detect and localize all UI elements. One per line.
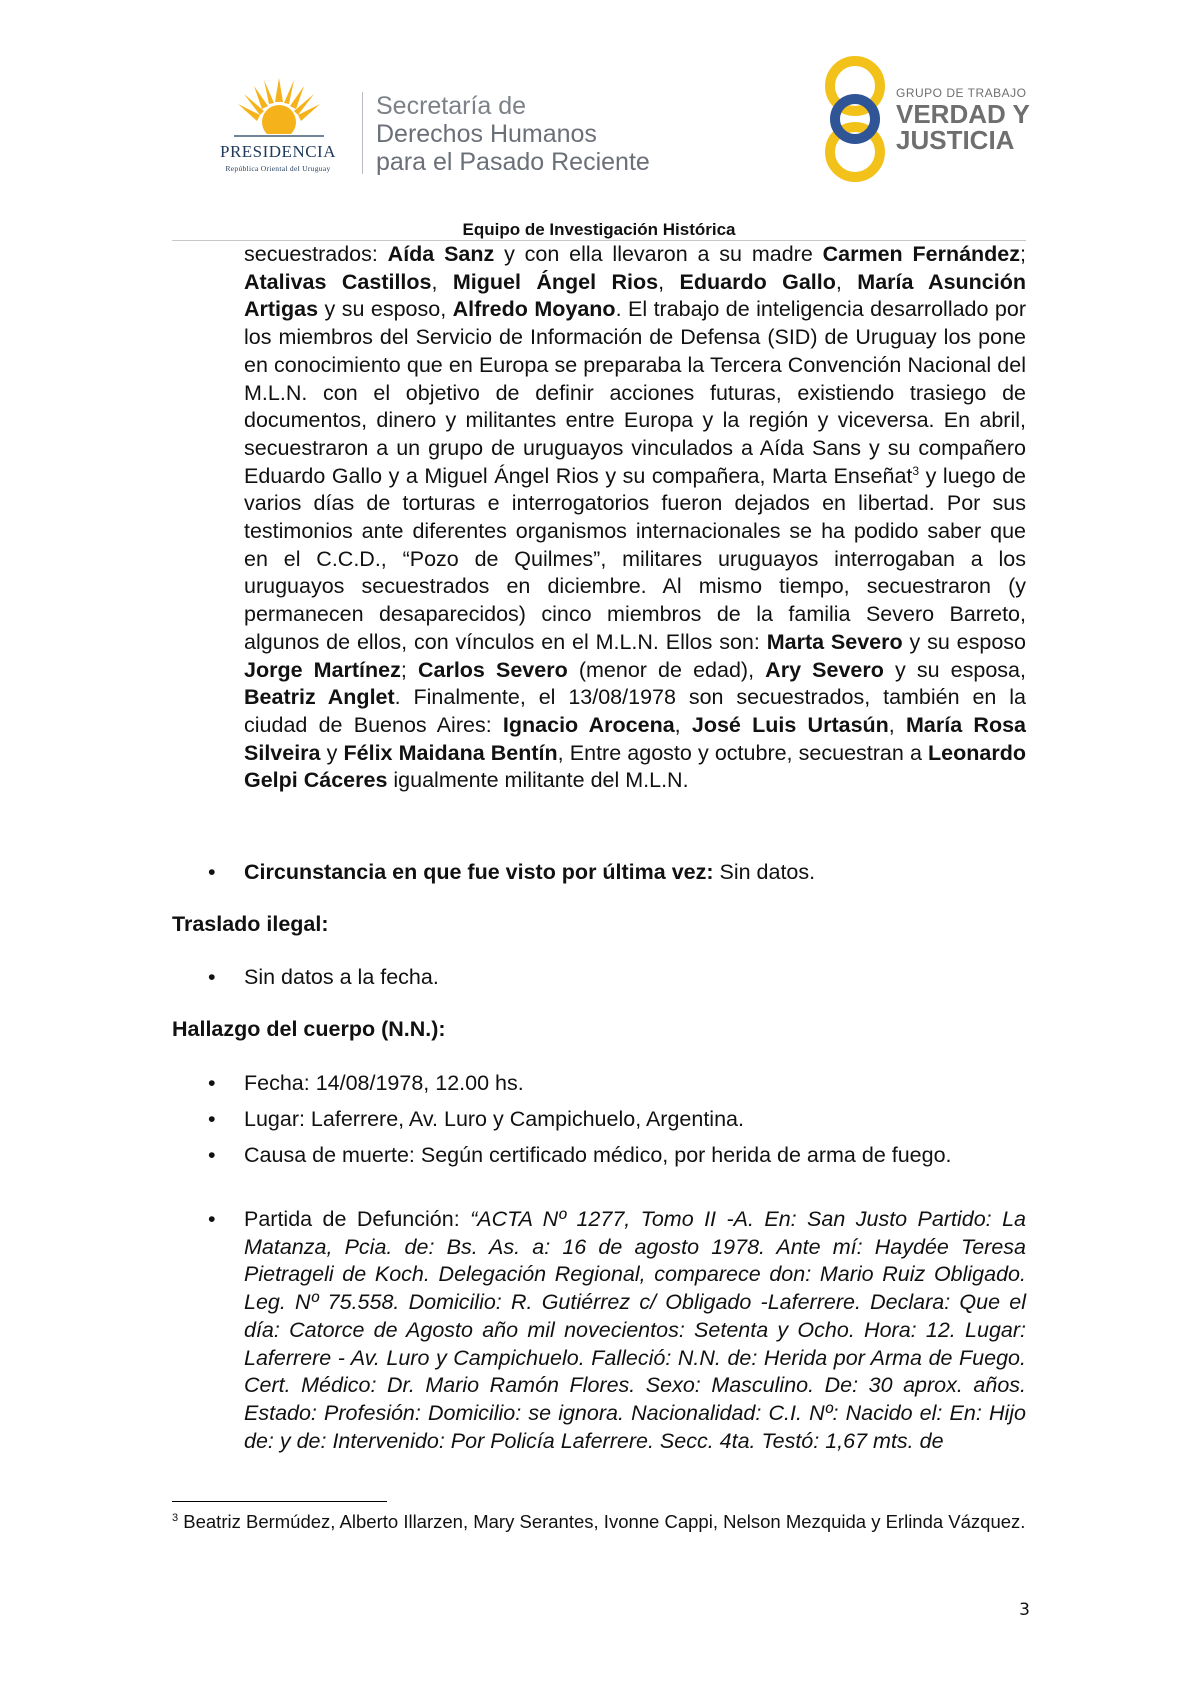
name-bold: Atalivas Castillos xyxy=(244,269,432,294)
name-bold: José Luis Urtasún xyxy=(691,712,889,737)
text-run: , xyxy=(431,269,453,294)
text-run: (menor de edad), xyxy=(567,657,766,682)
text-run: y luego de varios días de torturas e interrogatorios fueron dejados en libertad. Por sus testimonios ante diferentes organismos internacionales se ha podido saber que en el C.C.D., “Pozo de Quilmes”, militares uruguayos interrogaban a los uruguayos secuestrados en diciembre. Al mismo tiempo, secuestraron (y permanecen desaparecidos) cinco miembros de la familia Severo Barreto, algunos de ellos, con vínculos en el M.L.N. Ellos son: xyxy=(244,463,1026,654)
item-label: Partida de Defunción: xyxy=(244,1207,471,1231)
text-run: , xyxy=(658,269,680,294)
footnote-mark: 3 xyxy=(172,1511,179,1524)
name-bold: María Asunción Artigas xyxy=(244,269,1027,322)
name-bold: Leonardo Gelpi Cáceres xyxy=(244,740,1026,793)
footnote xyxy=(172,1510,1026,1534)
name-bold: Eduardo Gallo xyxy=(679,269,836,294)
name-bold: Ignacio Arocena xyxy=(502,712,675,737)
bullet-icon: • xyxy=(208,1071,216,1095)
text-run: y su esposa, xyxy=(883,657,1026,682)
acta-text: “ACTA Nº 1277, Tomo II -A. En: San Justo Partido: La Matanza, Pcia. de: Bs. As. a: 16 de agosto 1978. Ante mí: Haydée Teresa Pietrageli de Koch. Delegación Regional, comparece don: Mario Ruiz Obligado. Leg. Nº 75.558. Domicilio: R. Gutiérrez c/ Obligado -Laferrere. Declara: Que el día: Catorce de Agosto año mil novecientos: Setenta y Ocho. Hora: 12. Lugar: Laferrere - Av. Luro y Campichuelo. Falleció: N.N. de: Herida por Arma de Fuego. Cert. Médico: Dr. Mario Ramón Flores. Sexo: Masculino. De: 30 aprox. años. Estado: Profesión: Domicilio: se ignora. Nacionalidad: C.I. Nº: Nacido el: En: Hijo de: y de: Intervenido: Por Policía Laferrere. Secc. 4ta. Testó: 1,67 mts. de xyxy=(244,1207,1026,1453)
team-title: Equipo de Investigación Histórica xyxy=(462,220,736,239)
name-bold: Ary Severo xyxy=(765,657,884,682)
text-run: y su esposo xyxy=(902,629,1026,654)
secretaria-logo-text xyxy=(376,92,650,176)
presidencia-subtitle: República Oriental del Uruguay xyxy=(225,164,331,173)
sun-icon xyxy=(234,78,324,140)
text-run: . Finalmente, el 13/08/1978 son secuestrados, también en la ciudad de Buenos Aires: xyxy=(244,685,1026,737)
name-bold: Alfredo Moyano xyxy=(452,297,616,322)
footnote-ref[interactable]: 3 xyxy=(912,463,920,478)
bullet-icon: • xyxy=(208,1107,216,1131)
item-value: Sin datos. xyxy=(713,860,816,884)
paragraph-secuestros xyxy=(244,241,1026,795)
text-run: , xyxy=(888,712,907,737)
presidencia-logo xyxy=(198,78,358,178)
vj-line-3: JUSTICIA xyxy=(896,125,1015,155)
list-item-lugar: Lugar: Laferrere, Av. Luro y Campichuelo, Argentina. xyxy=(244,1107,744,1131)
secretaria-line-3: para el Pasado Reciente xyxy=(376,148,650,176)
page-number: 3 xyxy=(1019,1600,1030,1620)
text-run: y su esposo, xyxy=(318,297,453,322)
presidencia-name: PRESIDENCIA xyxy=(219,142,336,161)
bullet-icon: • xyxy=(208,860,216,884)
list-item-partida xyxy=(244,1206,1026,1455)
name-bold: Félix Maidana Bentín xyxy=(343,740,558,765)
name-bold: María Rosa Silveira xyxy=(244,712,1026,765)
text-run: igualmente militante del M.L.N. xyxy=(387,768,689,793)
text-run: y xyxy=(320,740,344,765)
text-run: , xyxy=(674,712,692,737)
list-item-traslado: Sin datos a la fecha. xyxy=(244,965,439,989)
name-bold: Aída Sanz xyxy=(387,242,495,266)
section-heading-hallazgo: Hallazgo del cuerpo (N.N.): xyxy=(172,1017,446,1041)
section-heading-traslado: Traslado ilegal: xyxy=(172,912,329,936)
name-bold: Miguel Ángel Rios xyxy=(452,269,659,294)
footnote-text: Beatriz Bermúdez, Alberto Illarzen, Mary Serantes, Ivonne Cappi, Nelson Mezquida y Erlinda Vázquez. xyxy=(178,1511,1026,1532)
vj-line-1: GRUPO DE TRABAJO xyxy=(896,86,1027,100)
page-header xyxy=(0,0,1190,239)
name-bold: Carmen Fernández xyxy=(822,242,1021,266)
logo-divider xyxy=(362,92,363,174)
name-bold: Jorge Martínez xyxy=(244,657,401,682)
bullet-icon: • xyxy=(208,1143,216,1167)
list-item-causa: Causa de muerte: Según certificado médico, por herida de arma de fuego. xyxy=(244,1143,952,1167)
secretaria-line-1: Secretaría de xyxy=(376,92,527,120)
text-run: , Entre agosto y octubre, secuestran a xyxy=(557,740,929,765)
text-run: ; xyxy=(1020,242,1026,266)
verdad-justicia-logo xyxy=(822,56,1032,182)
vj-line-2: VERDAD Y xyxy=(896,99,1030,129)
name-bold: Carlos Severo xyxy=(417,657,568,682)
footnote-rule xyxy=(172,1501,387,1502)
name-bold: Marta Severo xyxy=(766,629,903,654)
text-run: . El trabajo de inteligencia desarrollado por los miembros del Servicio de Información de Defensa (SID) de Uruguay los pone en conocimiento que en Europa se preparaba la Tercera Convención Nacional del M.L.N. con el objetivo de definir acciones futuras, existiendo trasiego de documentos, dinero y militantes entre Europa y la región y viceversa. En abril, secuestraron a un grupo de uruguayos vinculados a Aída Sans y su compañero Eduardo Gallo y a Miguel Ángel Rios y su compañera, Marta Enseñat xyxy=(244,297,1026,488)
text-run: y con ella llevaron a su madre xyxy=(494,242,823,266)
text-run: , xyxy=(835,269,858,294)
bullet-icon: • xyxy=(208,965,216,989)
name-bold: Beatriz Anglet xyxy=(244,685,395,710)
bullet-icon: • xyxy=(208,1207,216,1231)
list-item-circunstancia xyxy=(244,859,1026,887)
item-label: Circunstancia en que fue visto por última vez: xyxy=(244,860,714,884)
text-run: secuestrados: xyxy=(244,242,388,266)
secretaria-line-2: Derechos Humanos xyxy=(376,120,597,148)
list-item-fecha: Fecha: 14/08/1978, 12.00 hs. xyxy=(244,1071,524,1095)
text-run: ; xyxy=(400,657,418,682)
rings-icon xyxy=(822,56,888,182)
